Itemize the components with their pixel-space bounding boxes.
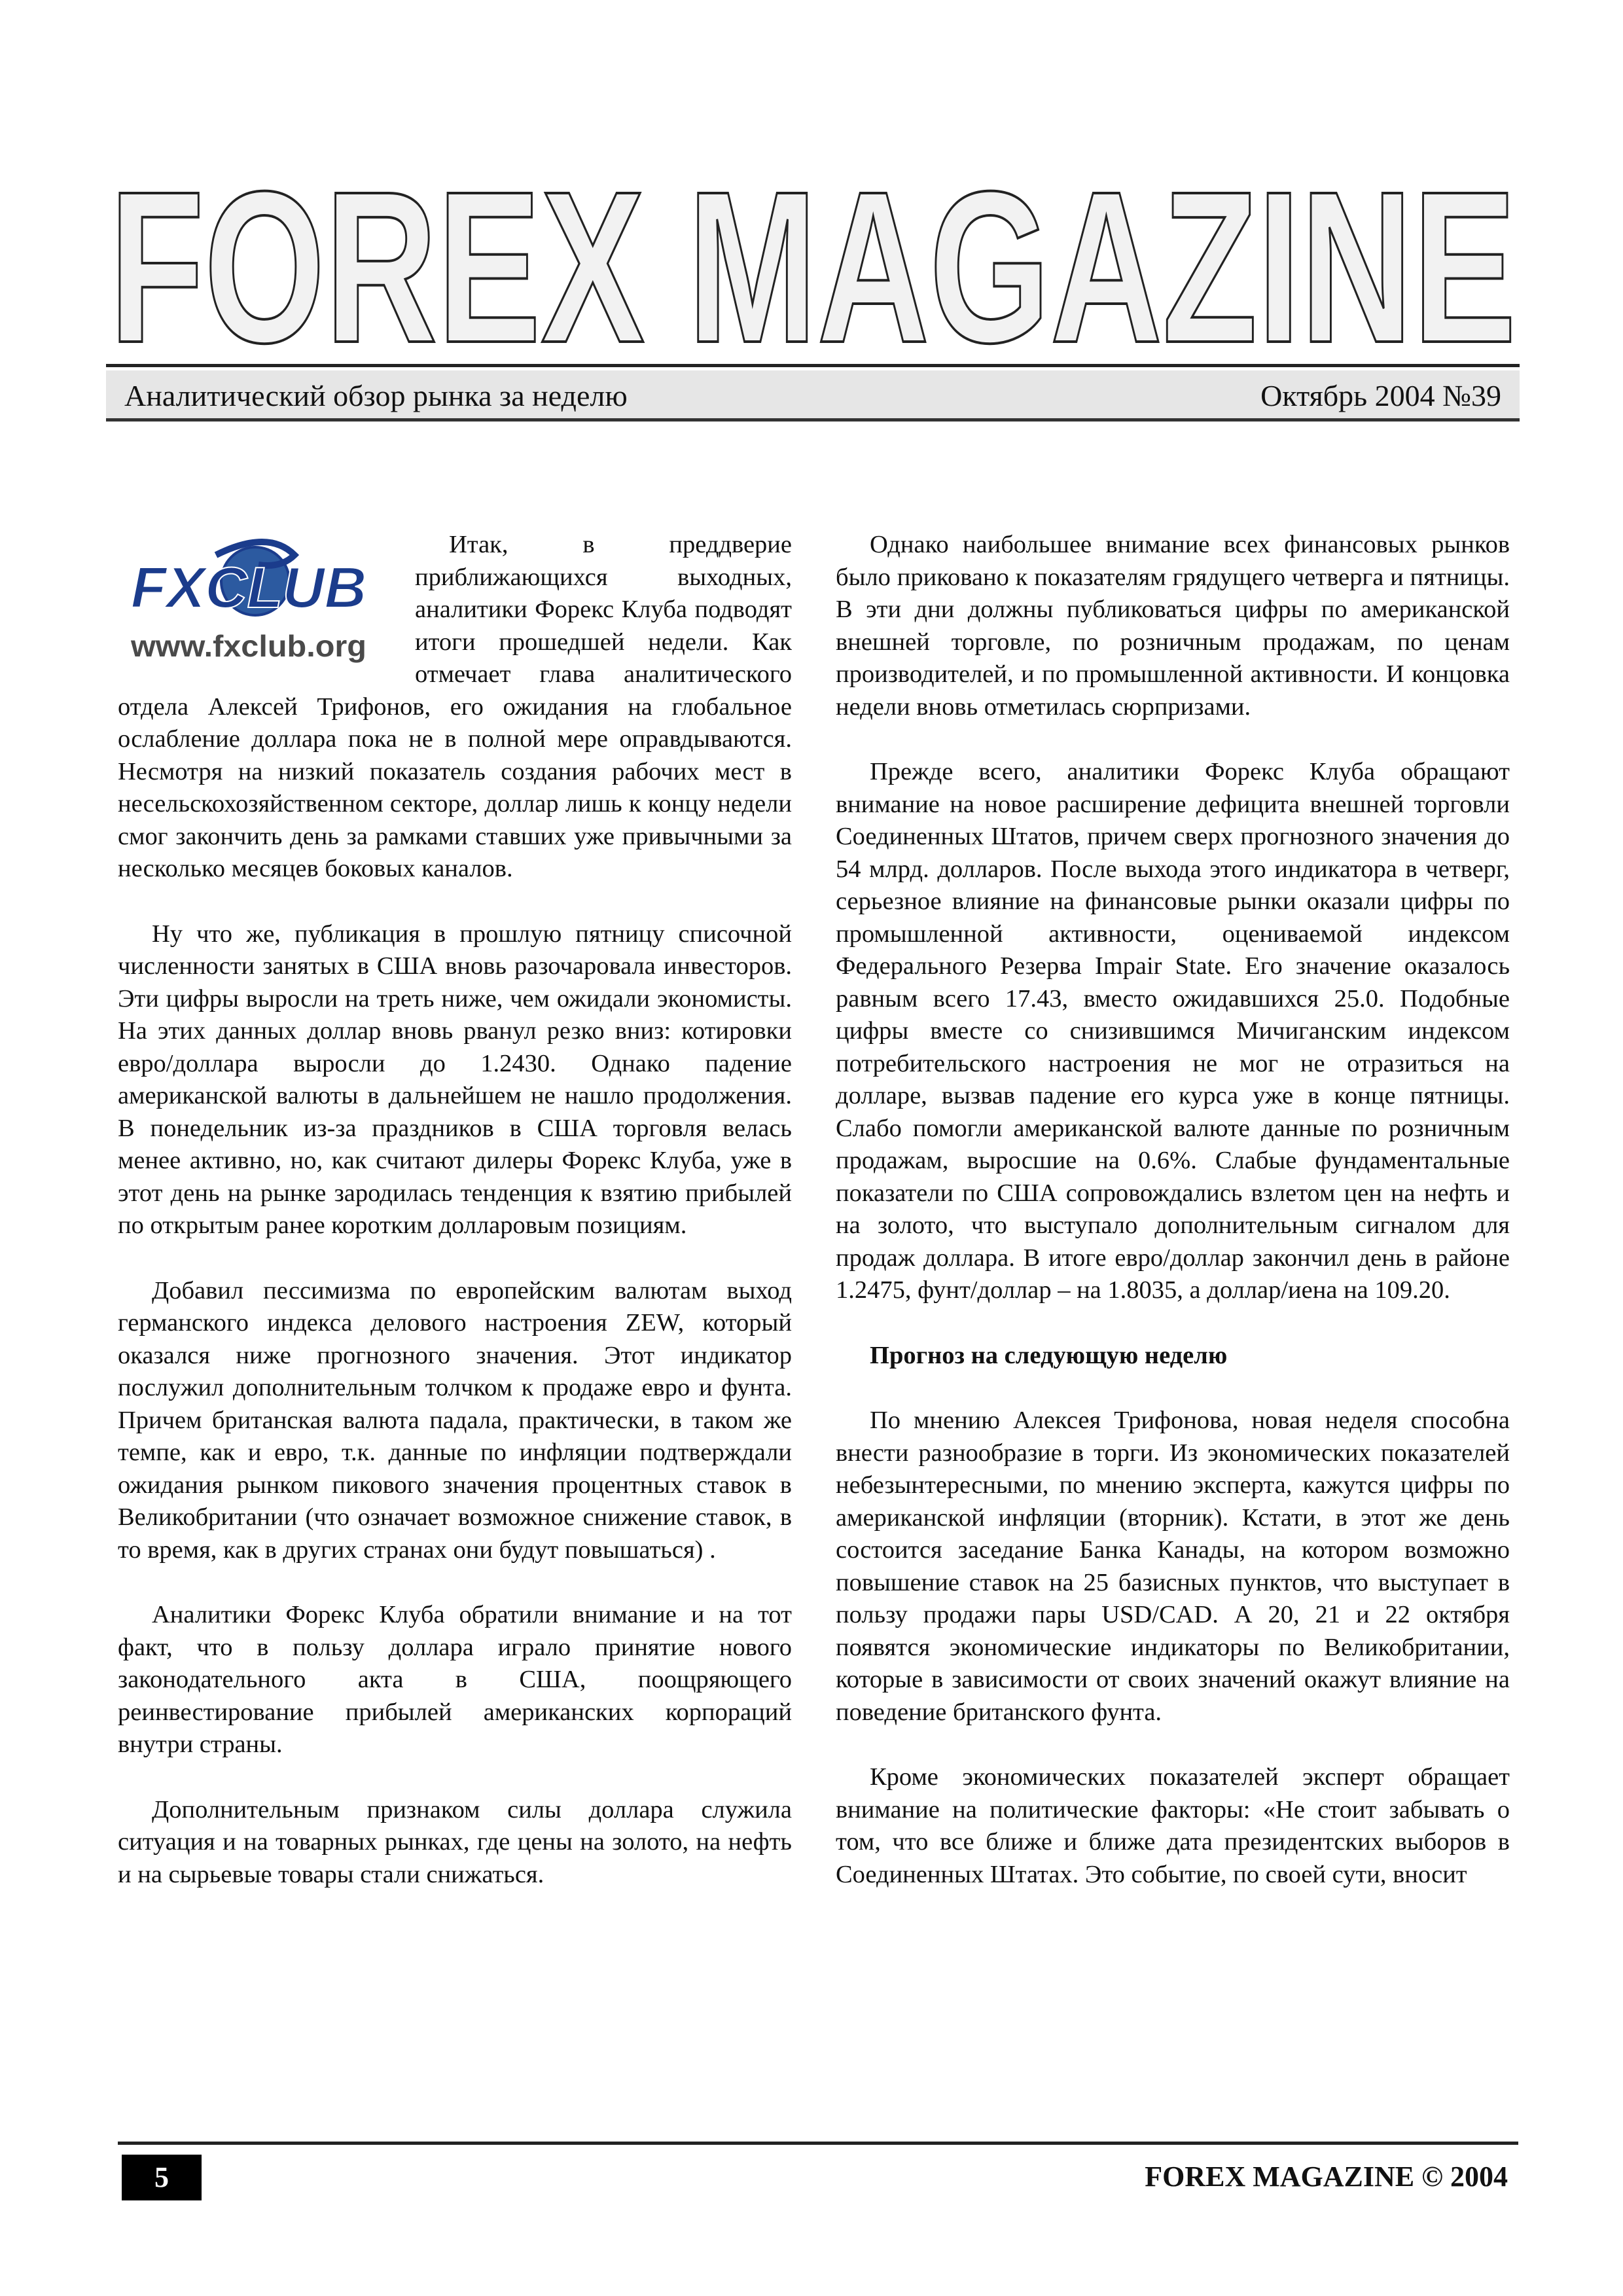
paragraph: Кроме экономических показателей эксперт обращает внимание на политические факторы: «Не стоит забывать о том, что все ближе и ближе дата президентских выборов в Соединенных Штатах. Это событие, по своей сути, вносит bbox=[836, 1763, 1510, 1888]
paragraph: Аналитики Форекс Клуба обратили внимание и на тот факт, что в пользу доллара играло принятие нового законодательного акта в США, поощряющего реинвестирование прибылей американских корпораций внутри страны. bbox=[118, 1601, 792, 1758]
section-heading: Прогноз на следующую неделю bbox=[870, 1341, 1228, 1369]
paragraph: Дополнительным признаком силы доллара служила ситуация и на товарных рынках, где цены на золото, на нефть и на сырьевые товары стали снижаться. bbox=[118, 1795, 792, 1888]
masthead bbox=[106, 164, 1520, 360]
page-number: 5 bbox=[122, 2155, 202, 2200]
subheader-title: Аналитический обзор рынка за неделю bbox=[124, 379, 628, 412]
right-column bbox=[836, 529, 1510, 1924]
paragraph: По мнению Алексея Трифонова, новая неделя способна внести разнообразие в торги. Из экономических показателей небезынтересными, по мнению эксперта, кажутся цифры по американской инфляции (вторник). Кстати, в этот же день состоится заседание Банка Канады, на котором возможно повышение ставок на 25 базисных пунктов, что выступает в пользу продажи пары USD/CAD. А 20, 21 и 22 октября появятся экономические индикаторы по Великобритании, которые в зависимости от своих значений окажут влияние на поведение британского фунта. bbox=[836, 1407, 1510, 1726]
masthead-title: FOREX MAGAZINE bbox=[109, 164, 1516, 360]
paragraph: Прежде всего, аналитики Форекс Клуба обращают внимание на новое расширение дефицита внешней торговли Соединенных Штатов, причем сверх прогнозного значения до 54 млрд. долларов. После выхода этого индикатора в четверг, серьезное влияние на финансовые рынки оказали цифры по промышленной активности, оцениваемой индексом Федерального Резерва Impair State. Его значение оказалось равным всего 17.43, вместо ожидавшихся 25.0. Подобные цифры вместе со снизившимся Мичиганским индексом потребительского настроения не мог не отразиться на долларе, вызвав падение его курса уже в конце пятницы. Слабо помогли американской валюте данные по розничным продажам, выросшие на 0.6%. Слабые фундаментальные показатели по США сопровождались взлетом цен на нефть и на золото, что выступало дополнительным сигналом для продаж доллара. В итоге евро/доллар закончил день в районе 1.2475, фунт/доллар – на 1.8035, а доллар/иена на 109.20. bbox=[836, 758, 1510, 1304]
fxclub-logo bbox=[118, 529, 399, 676]
fxclub-logo-graphic bbox=[118, 529, 399, 676]
masthead-logo bbox=[106, 164, 1520, 360]
left-column bbox=[118, 529, 792, 1924]
paragraph: Итак, в преддверие приближающихся выходных, аналитики Форекс Клуба подводят итоги прошедшей недели. Как отмечает глава аналитического отдела Алексей Трифонов, его ожидания на глобальное ослабление доллара пока не в полной мере оправдываются. Несмотря на низкий показатель создания рабочих мест в несельскохозяйственном секторе, доллар лишь к концу недели смог закончить день за рамками ставших уже привычными за несколько месяцев боковых каналов. bbox=[118, 531, 792, 882]
subheader-bar bbox=[106, 370, 1520, 422]
paragraph: Однако наибольшее внимание всех финансовых рынков было приковано к показателям грядущего четверга и пятницы. В эти дни должны публиковаться цифры по американской внешней торговле, по розничным продажам, по ценам производителей, и по промышленной активности. И концовка недели вновь отметилась сюрпризами. bbox=[836, 531, 1510, 721]
footer-copyright: FOREX MAGAZINE © 2004 bbox=[1145, 2161, 1508, 2193]
issue-date: Октябрь 2004 №39 bbox=[1260, 379, 1501, 412]
fxclub-brand-text: FXCLUB bbox=[131, 555, 366, 620]
fxclub-url-text: www.fxclub.org bbox=[130, 629, 367, 663]
paragraph: Добавил пессимизма по европейским валютам выход германского индекса делового настроения ZEW, который оказался ниже прогнозного значения. Этот индикатор послужил дополнительным толчком к продаже евро и фунта. Причем британская валюта падала, практически, в таком же темпе, как и евро, т.к. данные по инфляции подтверждали ожидания рынком пикового значения процентных ставок в Великобритании (что означает возможное снижение ставок, в то время, как в других странах они будут повышаться) . bbox=[118, 1276, 792, 1564]
masthead-rule bbox=[106, 364, 1520, 367]
footer-rule bbox=[118, 2142, 1518, 2145]
paragraph: Ну что же, публикация в прошлую пятницу списочной численности занятых в США вновь разочаровала инвесторов. Эти цифры выросли на треть ниже, чем ожидали экономисты. На этих данных доллар вновь рванул резко вниз: котировки евро/доллара выросли до 1.2430. Однако падение американской валюты в дальнейшем не нашло продолжения. В понедельник из-за праздников в США торговля велась менее активно, но, как считают дилеры Форекс Клуба, уже в этот день на рынке зародилась тенденция к взятию прибылей по открытым ранее коротким долларовым позициям. bbox=[118, 920, 792, 1239]
